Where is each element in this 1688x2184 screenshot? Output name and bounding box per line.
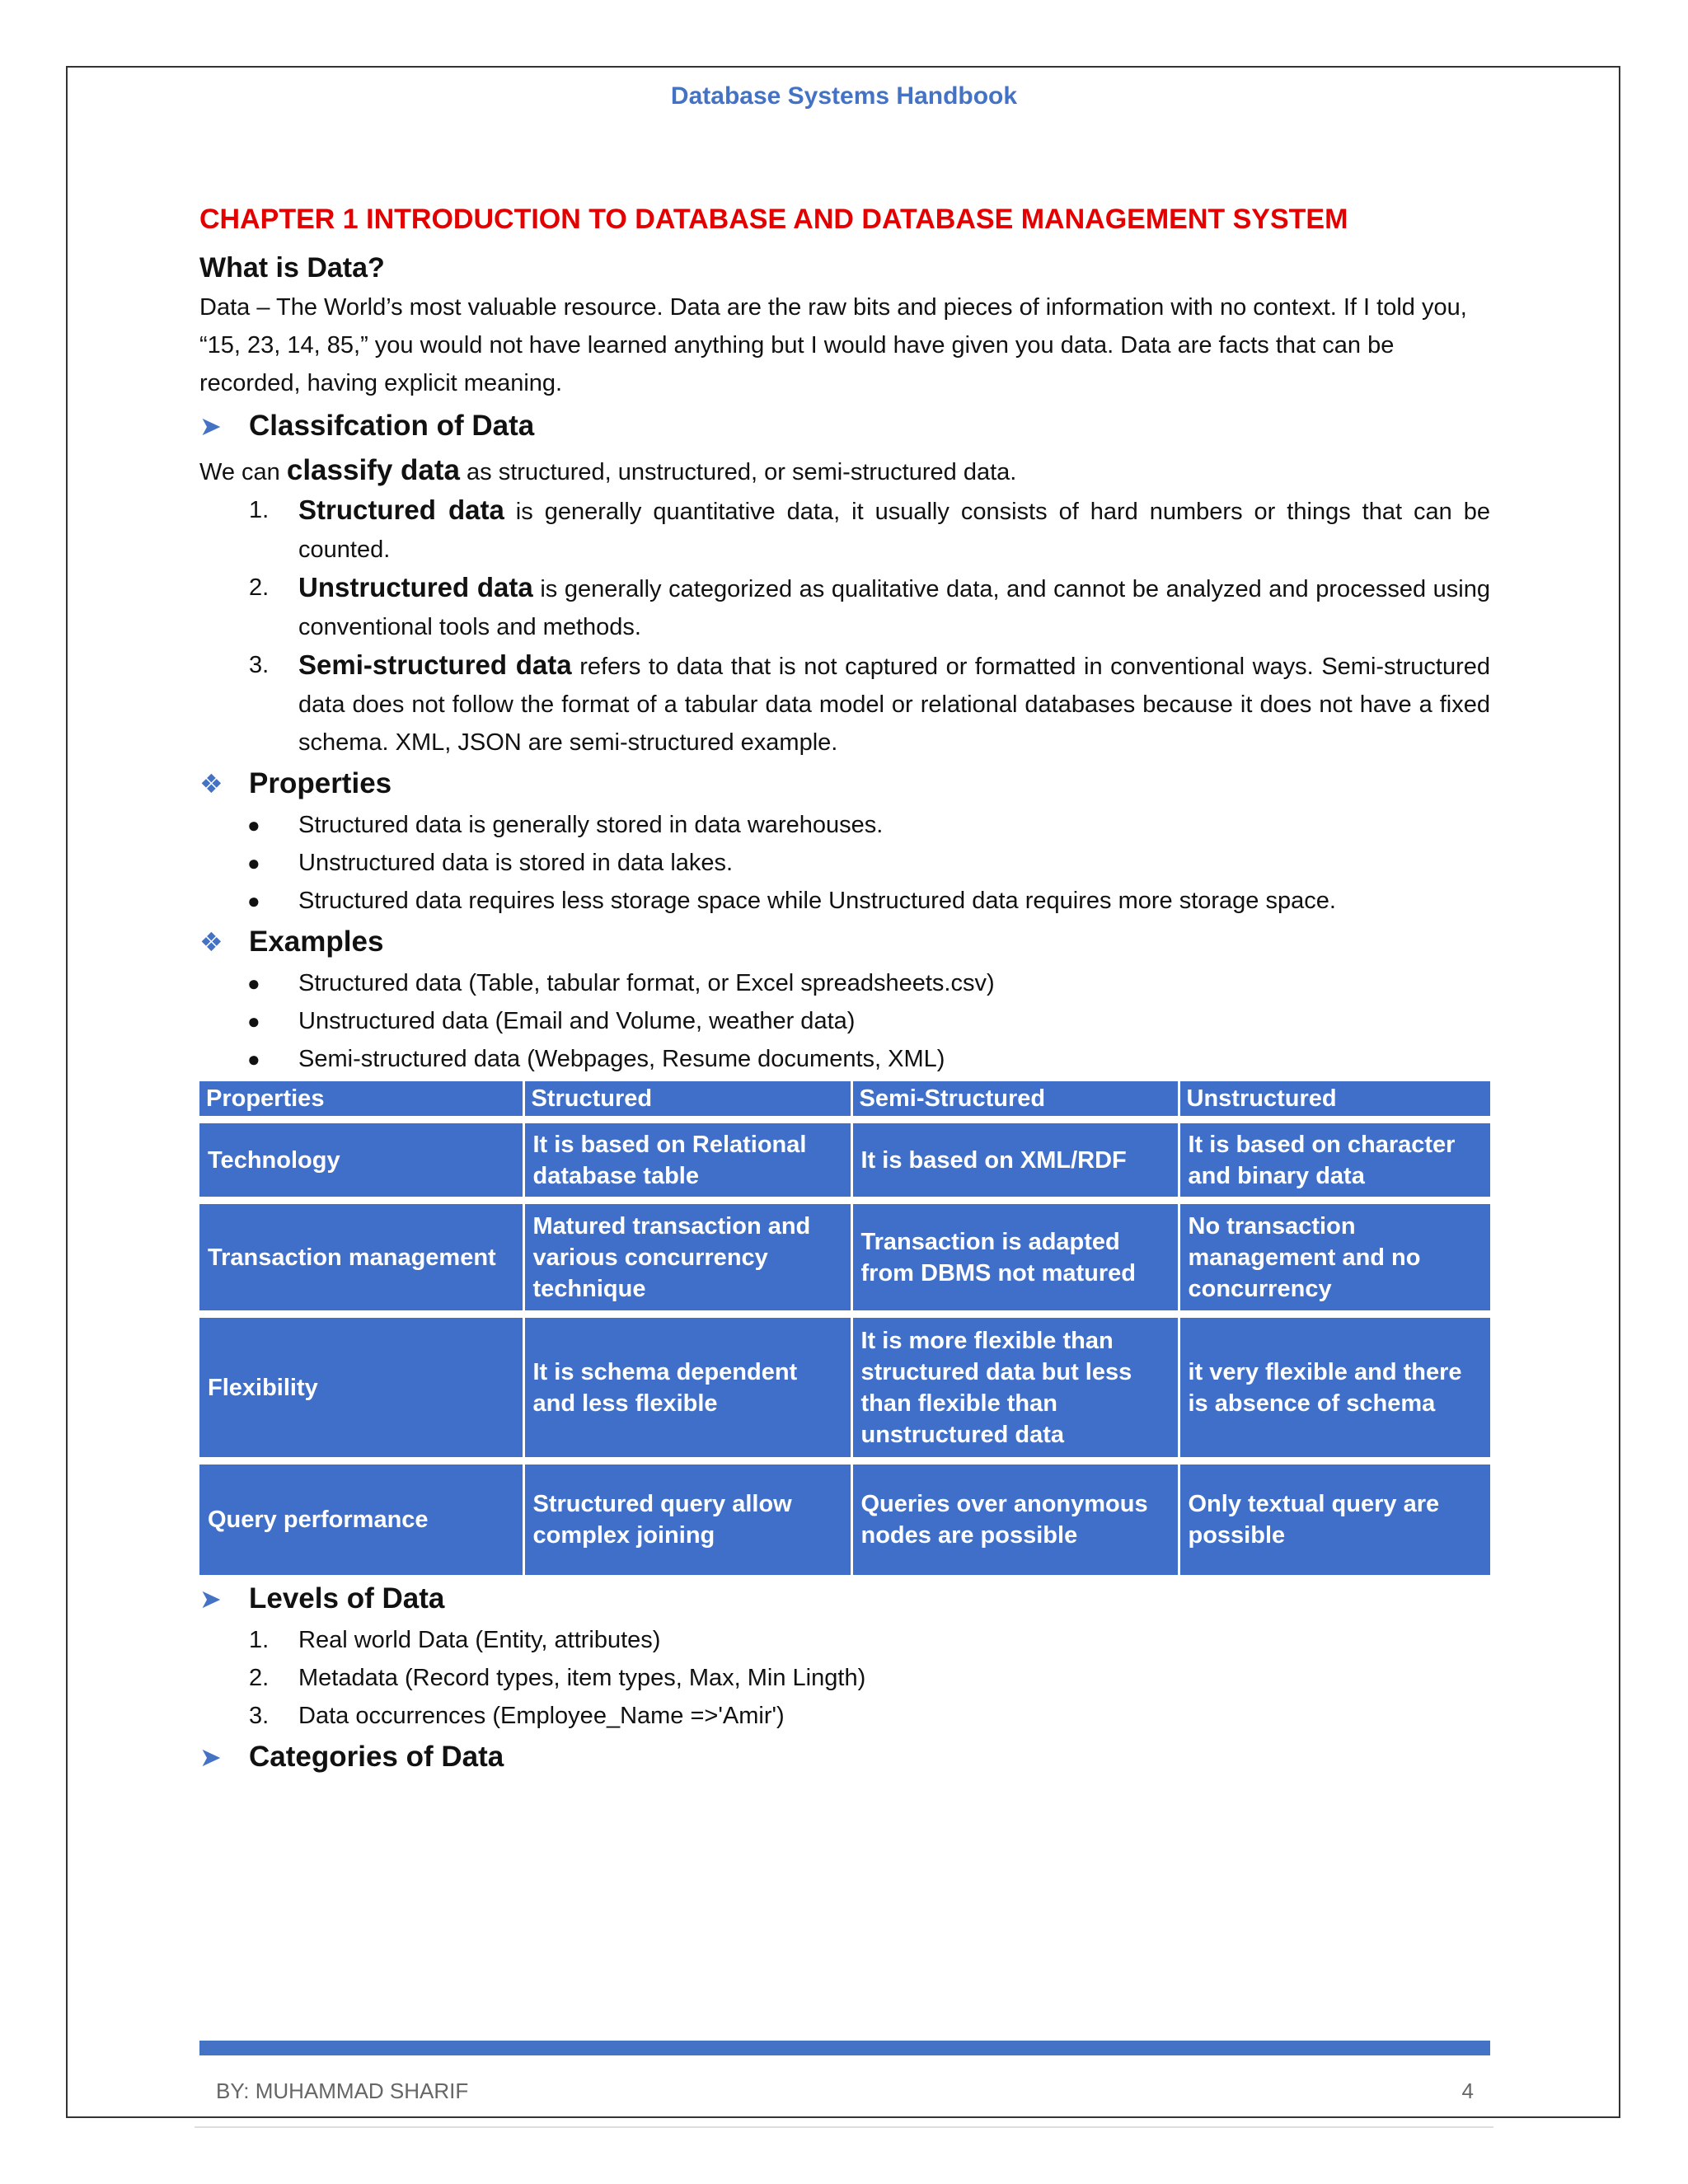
data-comparison-table: [199, 1081, 1490, 1575]
bullet-icon: ●: [247, 813, 260, 837]
list-term: Semi-structured data: [298, 649, 572, 680]
list-text: Structured data (Table, tabular format, or Excel spreadsheets.csv): [298, 970, 995, 996]
what-is-data-heading: What is Data?: [199, 252, 385, 284]
list-term: Structured data: [298, 494, 504, 525]
table-cell: Queries over anonymous nodes are possible: [851, 1461, 1179, 1575]
list-item: [199, 646, 1490, 762]
table-cell: Only textual query are possible: [1179, 1461, 1490, 1575]
list-item: [199, 806, 1490, 844]
list-item: [199, 1002, 1490, 1040]
properties-heading-text: Properties: [249, 767, 392, 799]
list-item: [199, 1659, 1490, 1697]
table-row: [199, 1120, 1490, 1201]
list-text: Unstructured data (Email and Volume, weather data): [298, 1008, 856, 1034]
classification-intro: [199, 452, 1490, 491]
list-number: 1.: [249, 497, 270, 523]
table-header-cell: Unstructured: [1179, 1081, 1490, 1120]
list-item: [199, 491, 1490, 569]
list-item: [199, 1697, 1490, 1735]
table-cell: No transaction management and no concurrency: [1179, 1201, 1490, 1315]
bullet-icon: ●: [247, 1047, 260, 1071]
diamond-bullet-icon: ❖: [199, 927, 223, 957]
table-header-cell: Properties: [199, 1081, 523, 1120]
list-item: [199, 882, 1490, 920]
table-row: [199, 1461, 1490, 1575]
examples-heading: [199, 920, 1490, 964]
levels-heading: [199, 1577, 1490, 1621]
table-cell: It is more flexible than structured data but less than flexible than unstructured data: [851, 1315, 1179, 1461]
list-text: Structured data requires less storage space while Unstructured data requires more storage space.: [298, 888, 1336, 914]
arrow-bullet-icon: ➤: [199, 1583, 222, 1614]
list-item: [199, 844, 1490, 882]
list-text: Structured data is generally stored in data warehouses.: [298, 812, 884, 838]
table-cell: It is based on character and binary data: [1179, 1120, 1490, 1201]
classification-intro-prefix: We can: [199, 459, 287, 485]
table-cell: Matured transaction and various concurrency technique: [523, 1201, 851, 1315]
list-text: is generally categorized as qualitative data, and cannot be analyzed and processed using conventional tools and methods.: [298, 576, 1490, 640]
table-header-cell: Structured: [523, 1081, 851, 1120]
list-item: [199, 964, 1490, 1002]
list-text: refers to data that is not captured or formatted in conventional ways. Semi-structured data does not follow the format of a tabular data model or relational databases because it does not have a fixed schema. XML, JSON are semi-structured example.: [298, 654, 1490, 756]
table-header-row: [199, 1081, 1490, 1120]
handbook-title: Database Systems Handbook: [670, 82, 1018, 110]
list-number: 2.: [249, 574, 270, 601]
divider: [195, 2126, 1493, 2128]
bullet-icon: ●: [247, 851, 260, 875]
categories-heading: [199, 1735, 1490, 1779]
arrow-bullet-icon: ➤: [199, 1741, 222, 1772]
footer-bar: [199, 2041, 1490, 2055]
list-text: Semi-structured data (Webpages, Resume documents, XML): [298, 1046, 945, 1072]
levels-heading-text: Levels of Data: [249, 1582, 445, 1615]
table-cell: It is based on XML/RDF: [851, 1120, 1179, 1201]
list-text: Data occurrences (Employee_Name =>'Amir'): [298, 1702, 785, 1729]
list-item: [199, 1621, 1490, 1659]
list-text: Metadata (Record types, item types, Max, Min Lingth): [298, 1664, 866, 1691]
table-cell: It is based on Relational database table: [523, 1120, 851, 1201]
chapter-title: CHAPTER 1 INTRODUCTION TO DATABASE AND DATABASE MANAGEMENT SYSTEM: [199, 204, 1348, 235]
table-row: [199, 1201, 1490, 1315]
list-number: 3.: [249, 652, 270, 678]
classification-intro-suffix: as structured, unstructured, or semi-structured data.: [459, 459, 1017, 485]
categories-heading-text: Categories of Data: [249, 1740, 504, 1773]
list-number: 1.: [249, 1626, 270, 1653]
list-item: [199, 1040, 1490, 1078]
page-content: [199, 198, 1490, 1779]
table-cell: It is schema dependent and less flexible: [523, 1315, 851, 1461]
table-cell: Transaction is adapted from DBMS not matured: [851, 1201, 1179, 1315]
table-cell: it very flexible and there is absence of schema: [1179, 1315, 1490, 1461]
classification-intro-strong: classify data: [286, 454, 460, 486]
table-cell: Query performance: [199, 1461, 523, 1575]
table-cell: Flexibility: [199, 1315, 523, 1461]
levels-list: [199, 1621, 1490, 1735]
classification-heading-text: Classifcation of Data: [249, 410, 535, 442]
properties-list: [199, 806, 1490, 920]
list-term: Unstructured data: [298, 572, 533, 602]
list-text: is generally quantitative data, it usually consists of hard numbers or things that can be counted.: [298, 499, 1491, 563]
classification-heading: [199, 404, 1490, 448]
properties-heading: [199, 762, 1490, 806]
list-number: 2.: [249, 1664, 270, 1691]
arrow-bullet-icon: ➤: [199, 411, 222, 441]
bullet-icon: ●: [247, 1009, 260, 1033]
bullet-icon: ●: [247, 888, 260, 913]
table-cell: Technology: [199, 1120, 523, 1201]
table-row: [199, 1315, 1490, 1461]
diamond-bullet-icon: ❖: [199, 769, 223, 799]
list-text: Real world Data (Entity, attributes): [298, 1626, 661, 1653]
classification-list: [199, 491, 1490, 762]
footer-author: BY: MUHAMMAD SHARIF: [216, 2079, 469, 2103]
list-number: 3.: [249, 1702, 270, 1729]
what-is-data-paragraph: Data – The World’s most valuable resource. Data are the raw bits and pieces of information with no context. If I told you, “15, 23, 14, 85,” you would not have learned anything but I would have given you data. Data are facts that can be recorded, having explicit meaning.: [199, 294, 1467, 396]
examples-heading-text: Examples: [249, 926, 384, 958]
page-number: 4: [1461, 2079, 1474, 2103]
bullet-icon: ●: [247, 971, 260, 996]
list-item: [199, 569, 1490, 646]
list-text: Unstructured data is stored in data lakes.: [298, 850, 734, 876]
table-cell: Transaction management: [199, 1201, 523, 1315]
table-header-cell: Semi-Structured: [851, 1081, 1179, 1120]
table-cell: Structured query allow complex joining: [523, 1461, 851, 1575]
examples-list: [199, 964, 1490, 1078]
